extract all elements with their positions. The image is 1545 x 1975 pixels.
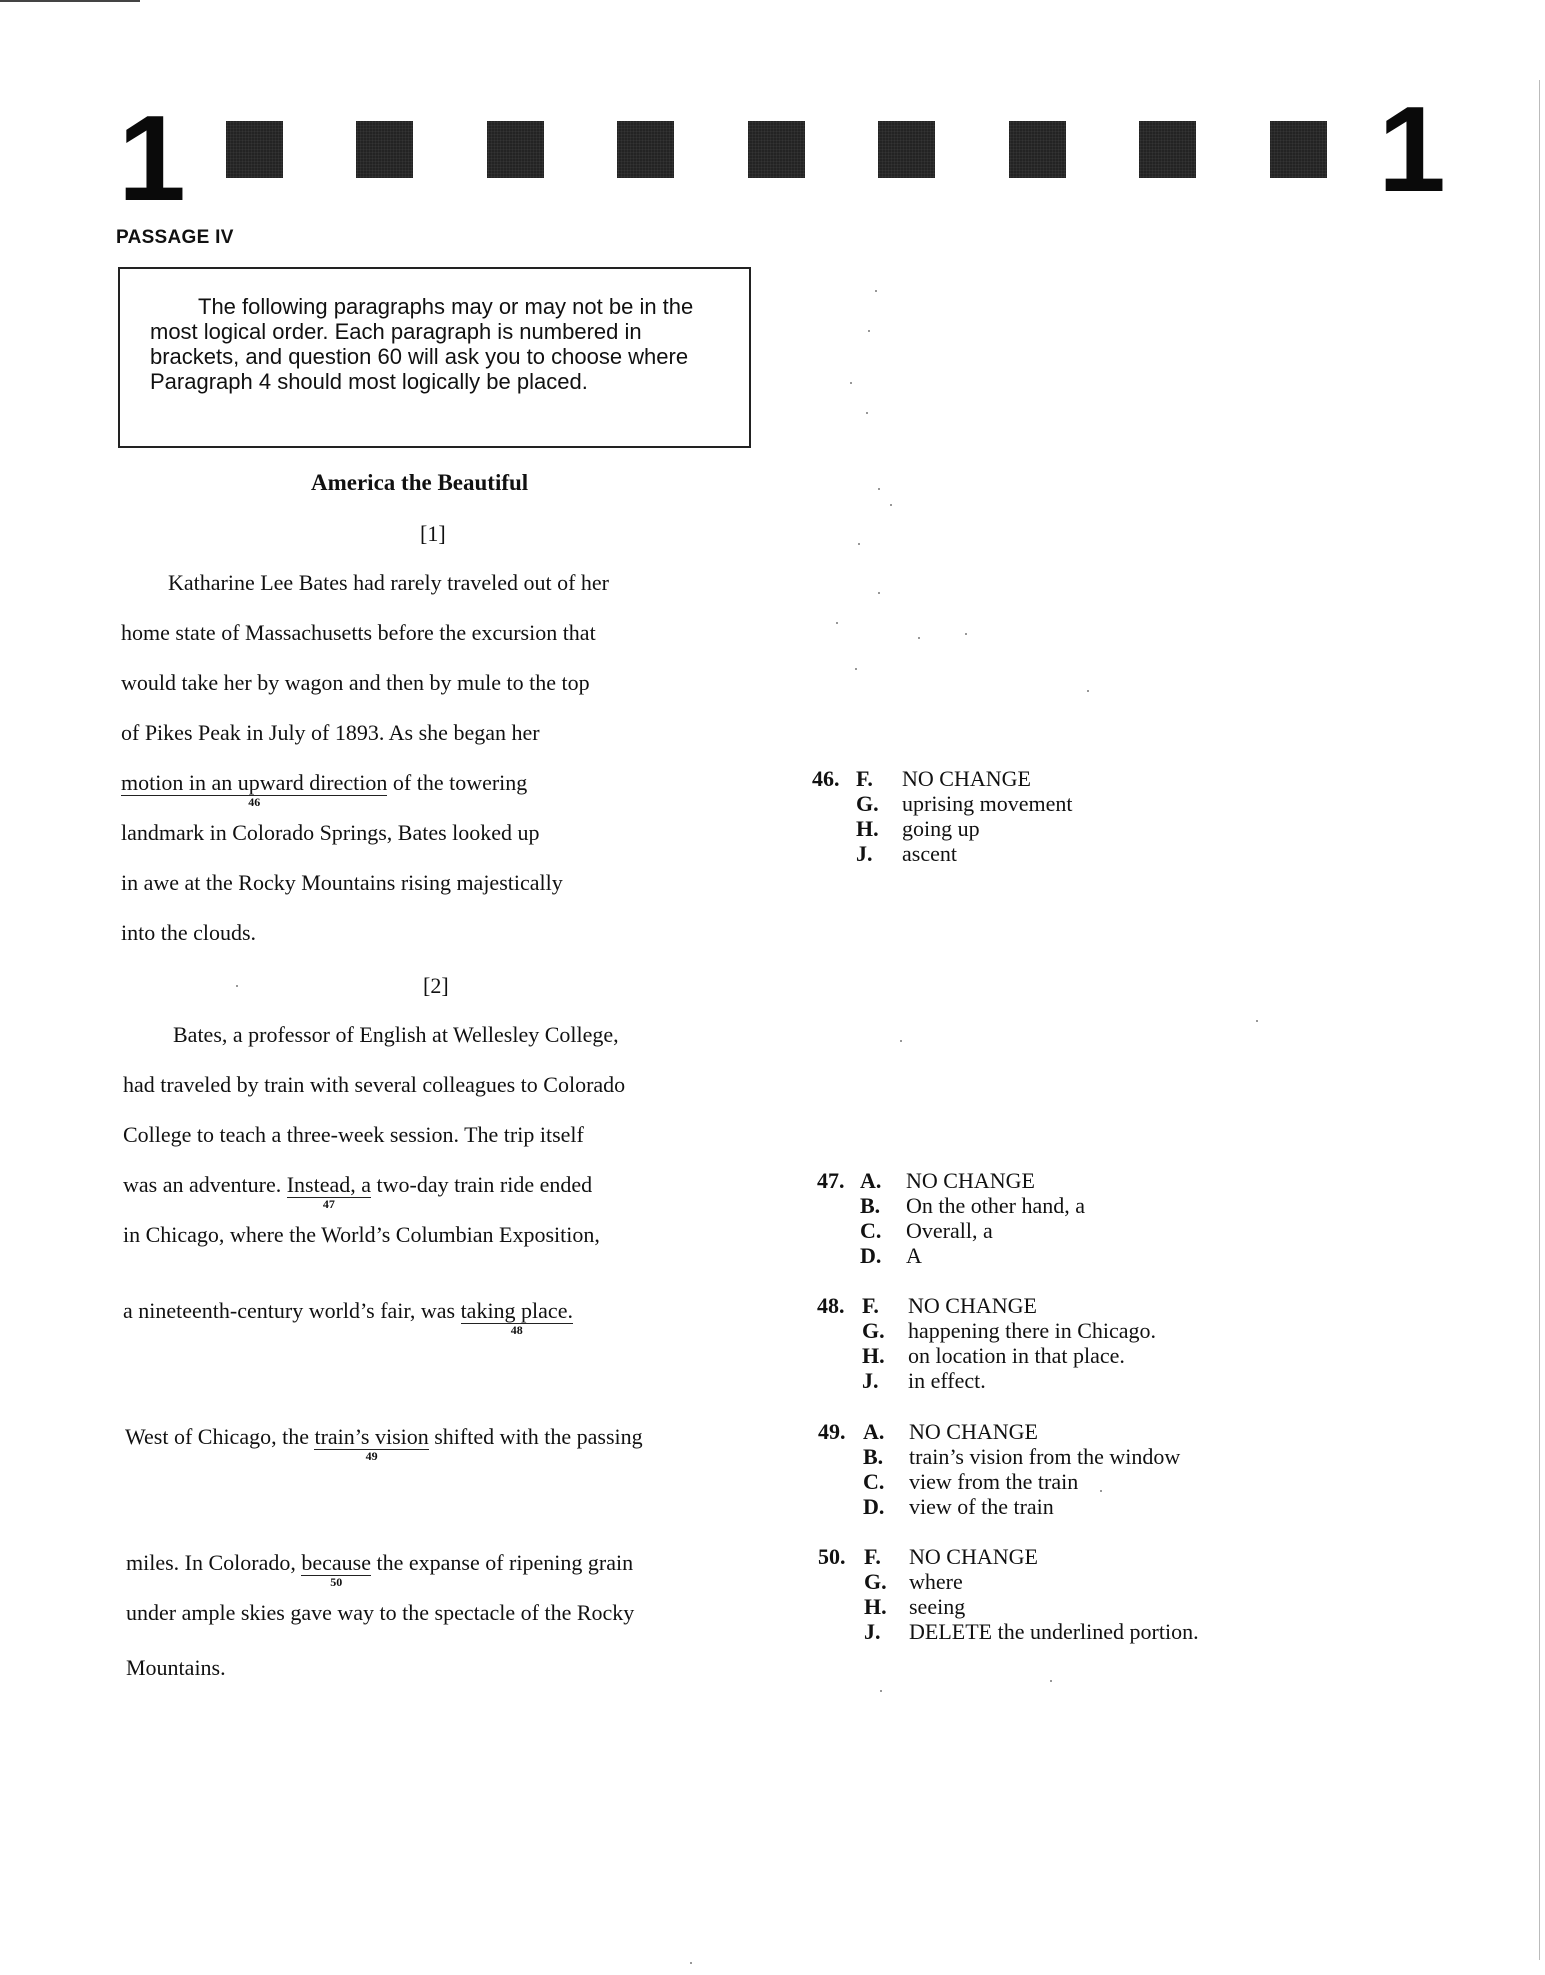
header-block: [878, 121, 935, 178]
question-49: 49. A. NO CHANGE B. train’s vision from the window C. view from the train D. view of the train: [818, 1419, 1181, 1519]
option-letter[interactable]: D.: [860, 1243, 882, 1268]
question-ref-47: 47: [322, 1197, 335, 1212]
passage-line: Mountains.: [126, 1655, 226, 1680]
question-50: 50. F. NO CHANGE G. where H. seeing J. DELETE the underlined portion.: [818, 1544, 1199, 1644]
header-block: [356, 121, 413, 178]
option-letter[interactable]: B.: [863, 1444, 884, 1469]
scan-speck: [918, 637, 920, 639]
option-text[interactable]: uprising movement: [902, 791, 1073, 816]
option-text[interactable]: where: [909, 1569, 963, 1594]
option-text[interactable]: Overall, a: [906, 1218, 993, 1243]
passage-line: would take her by wagon and then by mule to the top: [121, 670, 590, 695]
scan-speck: [858, 543, 860, 545]
passage-line: motion in an upward direction 46 of the towering: [121, 770, 528, 810]
intro-text: The following paragraphs may or may not be in the most logical order. Each paragraph is numbered in brackets, and question 60 will ask you to choose where Paragraph 4 should most logically be placed.: [150, 294, 694, 394]
option-text[interactable]: train’s vision from the window: [909, 1444, 1181, 1469]
option-text[interactable]: seeing: [909, 1594, 966, 1619]
scan-speck: [878, 488, 880, 490]
option-text[interactable]: A: [906, 1243, 922, 1268]
passage-line: Katharine Lee Bates had rarely traveled out of her: [168, 570, 610, 595]
intro-box: [118, 267, 751, 448]
question-46: 46. F. NO CHANGE G. uprising movement H. going up J. ascent: [812, 766, 1073, 866]
header-block: [487, 121, 544, 178]
option-letter[interactable]: G.: [856, 791, 879, 816]
passage-line: under ample skies gave way to the spectacle of the Rocky: [126, 1600, 635, 1625]
question-ref-46: 46: [248, 795, 261, 810]
passage-line: home state of Massachusetts before the excursion that: [121, 620, 596, 645]
scan-speck: [1087, 690, 1089, 692]
passage-line: miles. In Colorado, because 50 the expanse of ripening grain: [126, 1550, 634, 1590]
passage-line: landmark in Colorado Springs, Bates looked up: [121, 820, 540, 845]
option-text[interactable]: view of the train: [909, 1494, 1054, 1519]
option-text[interactable]: NO CHANGE: [909, 1544, 1038, 1569]
option-letter[interactable]: H.: [856, 816, 879, 841]
option-letter[interactable]: B.: [860, 1193, 881, 1218]
paragraph-number-2: [2]: [423, 973, 449, 998]
underlined-portion-48[interactable]: taking place. 48: [460, 1298, 573, 1338]
option-text[interactable]: NO CHANGE: [909, 1419, 1038, 1444]
option-letter[interactable]: H.: [862, 1343, 885, 1368]
underlined-portion-49[interactable]: train’s vision 49: [314, 1424, 429, 1464]
scan-speck: [1256, 1020, 1258, 1022]
top-edge-rule: [0, 0, 140, 2]
option-text[interactable]: DELETE the underlined portion.: [909, 1619, 1199, 1644]
scan-speck: [855, 668, 857, 670]
question-48: 48. F. NO CHANGE G. happening there in Chicago. H. on location in that place. J. in effect.: [817, 1293, 1157, 1393]
option-text[interactable]: in effect.: [908, 1368, 986, 1393]
option-letter[interactable]: H.: [864, 1594, 887, 1619]
question-ref-50: 50: [330, 1575, 343, 1590]
option-text[interactable]: On the other hand, a: [906, 1193, 1085, 1218]
scan-speck: [850, 382, 852, 384]
option-letter[interactable]: A.: [860, 1168, 882, 1193]
option-text[interactable]: NO CHANGE: [908, 1293, 1037, 1318]
header-block: [226, 121, 283, 178]
underlined-portion-47[interactable]: Instead, a 47: [286, 1172, 372, 1212]
option-letter[interactable]: G.: [864, 1569, 887, 1594]
passage-line: Bates, a professor of English at Wellesley College,: [173, 1022, 619, 1047]
option-text[interactable]: on location in that place.: [908, 1343, 1125, 1368]
scan-speck: [866, 412, 868, 414]
scan-speck: [236, 985, 238, 987]
scan-speck: [1100, 1490, 1102, 1492]
option-letter[interactable]: J.: [864, 1619, 881, 1644]
question-ref-48: 48: [510, 1323, 523, 1338]
option-letter[interactable]: J.: [856, 841, 873, 866]
option-letter[interactable]: A.: [863, 1419, 885, 1444]
scan-speck: [890, 504, 892, 506]
passage-line: College to teach a three-week session. The trip itself: [123, 1122, 584, 1147]
underlined-portion-50[interactable]: because 50: [301, 1550, 371, 1590]
header-block: [1139, 121, 1196, 178]
passage-line: West of Chicago, the train’s vision 49 shifted with the passing: [125, 1424, 643, 1464]
question-ref-49: 49: [365, 1449, 378, 1464]
scan-speck: [965, 633, 967, 635]
header-block: [1009, 121, 1066, 178]
option-text[interactable]: NO CHANGE: [906, 1168, 1035, 1193]
option-letter[interactable]: D.: [863, 1494, 885, 1519]
option-letter[interactable]: C.: [863, 1469, 885, 1494]
option-text[interactable]: NO CHANGE: [902, 766, 1031, 791]
passage-line: was an adventure. Instead, a 47 two-day train ride ended: [123, 1172, 593, 1212]
underlined-portion-46[interactable]: motion in an upward direction 46: [121, 770, 388, 810]
scan-speck: [868, 330, 870, 332]
paragraph-number-1: [1]: [420, 521, 446, 546]
scan-speck: [836, 622, 838, 624]
option-letter[interactable]: F.: [864, 1544, 881, 1569]
passage-line: in Chicago, where the World’s Columbian Exposition,: [123, 1222, 600, 1247]
header-block: [748, 121, 805, 178]
passage-label: PASSAGE IV: [116, 227, 234, 248]
option-text[interactable]: going up: [902, 816, 980, 841]
header-block: [617, 121, 674, 178]
passage-line: a nineteenth-century world’s fair, was taking place. 48: [123, 1298, 573, 1338]
option-letter[interactable]: G.: [862, 1318, 885, 1343]
passage-title: America the Beautiful: [311, 470, 529, 495]
scan-speck: [690, 1962, 692, 1964]
scan-speck: [875, 290, 877, 292]
option-letter[interactable]: C.: [860, 1218, 882, 1243]
scan-speck: [878, 592, 880, 594]
section-number-right: 1: [1378, 81, 1446, 217]
option-text[interactable]: ascent: [902, 841, 957, 866]
question-47: 47. A. NO CHANGE B. On the other hand, a C. Overall, a D. A: [817, 1168, 1085, 1268]
header-block: [1270, 121, 1327, 178]
scan-speck: [1050, 1680, 1052, 1682]
option-text[interactable]: happening there in Chicago.: [908, 1318, 1157, 1343]
passage-line: in awe at the Rocky Mountains rising majestically: [121, 870, 563, 895]
scan-speck: [880, 1690, 882, 1692]
section-number-left: 1: [118, 90, 186, 226]
passage-line: into the clouds.: [121, 920, 257, 945]
option-letter[interactable]: F.: [856, 766, 873, 791]
page-edge-rule: [1539, 80, 1540, 1960]
option-text[interactable]: view from the train: [909, 1469, 1079, 1494]
scan-speck: [900, 1040, 902, 1042]
passage-line: of Pikes Peak in July of 1893. As she began her: [121, 720, 540, 745]
option-letter[interactable]: F.: [862, 1293, 879, 1318]
passage-line: had traveled by train with several colleagues to Colorado: [123, 1072, 626, 1097]
option-letter[interactable]: J.: [862, 1368, 879, 1393]
